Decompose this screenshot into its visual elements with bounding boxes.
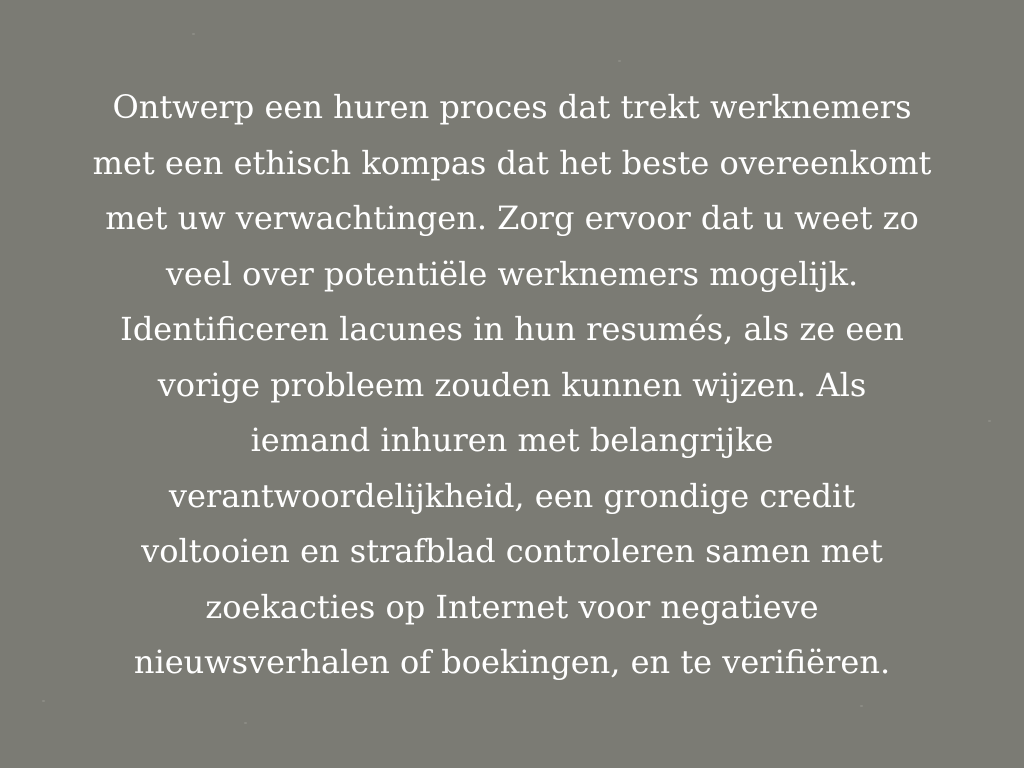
text-line: Identificeren lacunes in hun resumés, als ze een xyxy=(120,310,904,348)
text-line: vorige probleem zouden kunnen wijzen. Als xyxy=(157,365,867,404)
background-speck xyxy=(244,722,247,724)
text-line: met uw verwachtingen. Zorg ervoor dat u weet zo xyxy=(105,199,919,237)
slide-body-text xyxy=(12,80,1012,691)
text-line: iemand inhuren met belangrijke xyxy=(250,421,774,459)
text-line: Ontwerp een huren proces dat trekt werknemers xyxy=(112,88,912,126)
text-line: zoekacties op Internet voor negatieve xyxy=(205,587,819,626)
text-line: voltooien en strafblad controleren samen met xyxy=(141,532,883,570)
text-line: met een ethisch kompas dat het beste overeenkomt xyxy=(92,143,932,182)
background-speck xyxy=(192,33,195,35)
background-speck xyxy=(618,60,621,62)
background-speck xyxy=(42,700,45,702)
background-speck xyxy=(860,705,863,707)
text-line: veel over potentiële werknemers mogelijk. xyxy=(165,254,859,293)
text-line: nieuwsverhalen of boekingen, en te verifiëren. xyxy=(133,643,891,681)
text-line: verantwoordelijkheid, een grondige credit xyxy=(168,476,856,515)
